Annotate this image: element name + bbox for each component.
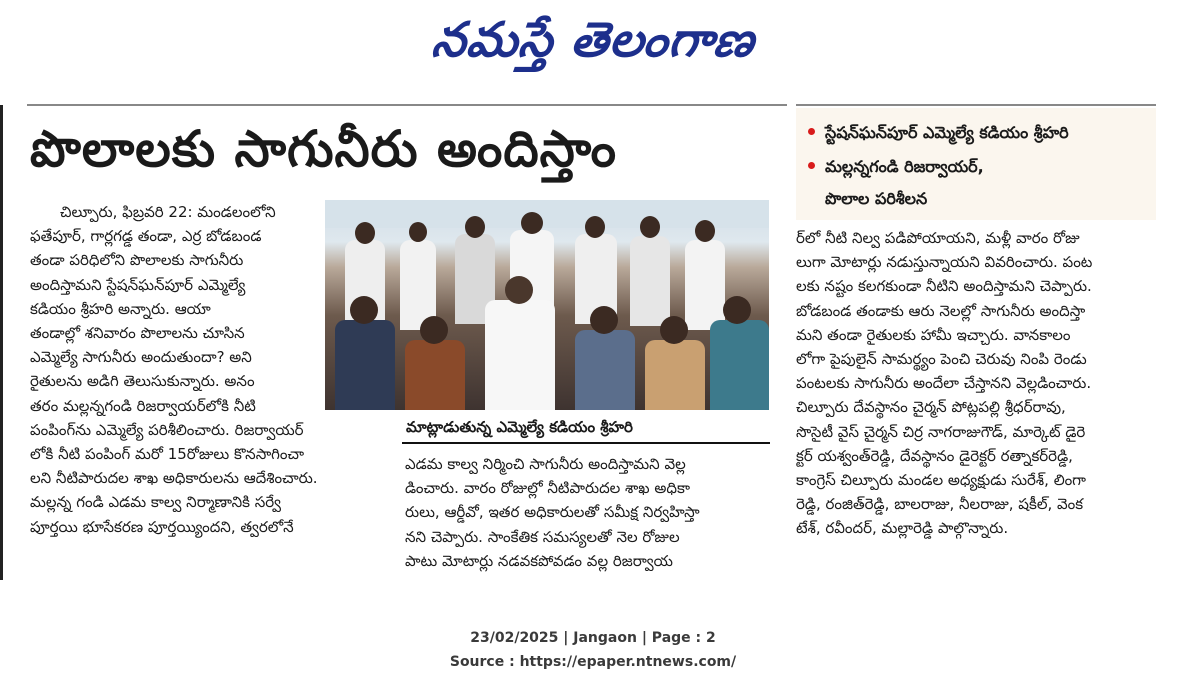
highlights-box — [796, 108, 1156, 220]
headline-top-rule — [27, 104, 787, 106]
text-line: లోకి నీటి పంపింగ్ మరో 15రోజులు కొనసాగించా — [30, 445, 305, 464]
highlight-text: స్టేషన్‌ఘన్‌పూర్ ఎమ్మెల్యే కడియం శ్రీహరి — [825, 123, 1069, 142]
bullet-icon — [808, 162, 815, 169]
text-line: నని చెప్పారు. సాంకేతిక సమస్యలతో నెల రోజుల — [405, 527, 680, 546]
text-line: ఎడమ కాల్వ నిర్మించి సాగునీరు అందిస్తామని వెల్ల — [405, 455, 686, 473]
text-line: పాటు మోటార్లు నడవకపోవడం వల్ల రిజర్వాయ — [405, 551, 673, 570]
text-line: మని తండా రైతులకు హామీ ఇచ్చారు. వానకాలం — [796, 325, 1071, 344]
text-line: తండాల్లో శనివారం పొలాలను చూసిన — [30, 324, 245, 343]
article-headline: పొలాలకు సాగునీరు అందిస్తాం — [30, 120, 617, 178]
text-line: కడియం శ్రీహరి అన్నారు. ఆయా — [30, 299, 211, 318]
text-line: పంపింగ్‌ను ఎమ్మెల్యే పరిశీలించారు. రిజర్వాయర్ — [30, 420, 304, 439]
text-line: లకు నష్టం కలగకుండా నీటిని అందిస్తామని చెప్పారు. — [796, 277, 1092, 296]
text-line: బోడబండ తండాకు ఆరు నెలల్లో సాగునీరు అందిస్తా — [796, 301, 1086, 320]
text-line: లుగా మోటార్లు నడుస్తున్నాయని వివరించారు. పంట — [796, 253, 1093, 272]
text-line: కాంగ్రెస్ చిల్పూరు మండల అధ్యక్షుడు సురేశ్, లింగా — [796, 471, 1086, 490]
footer-date-edition: 23/02/2025 | Jangaon | Page : 2 — [470, 630, 716, 646]
left-border-rule — [0, 105, 3, 580]
highlight-item — [825, 188, 927, 210]
text-line: పూర్తయి భూసేకరణ పూర్తయ్యిందని, త్వరలోనే — [30, 517, 294, 536]
text-line: టేశ్, రవీందర్, మల్లారెడ్డి పాల్గొన్నారు. — [796, 519, 1009, 538]
text-line: ఎమ్మెల్యే సాగునీరు అందుతుందా? అని — [30, 348, 252, 367]
article-column-3 — [796, 226, 1156, 541]
text-line: చిల్పూరు, ఫిబ్రవరి 22: మండలంలోని — [60, 203, 276, 221]
text-line: రైతులను అడిగి తెలుసుకున్నారు. అనం — [30, 372, 255, 391]
text-line: మల్లన్న గండి ఎడమ కాల్వ నిర్మాణానికి సర్వే — [30, 493, 281, 512]
text-line: రులు, ఆర్డీవో, ఇతర అధికారులతో సమీక్ష నిర్వహిస్తా — [405, 503, 700, 522]
text-line: చిల్పూరు దేవస్థానం చైర్మన్ పోట్లపల్లి శ్రీధర్‌రావు, — [796, 398, 1066, 417]
text-line: తరం మల్లన్నగండి రిజర్వాయర్‌లోకి నీటి — [30, 396, 256, 415]
news-photo — [325, 200, 769, 410]
text-line: ఫతేపూర్, గార్లగడ్డ తండా, ఎర్ర బోడబండ — [30, 227, 262, 246]
text-line: పంటలకు సాగునీరు అందేలా చేస్తానని వెల్లడించారు. — [796, 374, 1092, 393]
text-line: లోగా పైపులైన్ సామర్థ్యం పెంచి చెరువు నింపి రెండు — [796, 350, 1087, 369]
footer-source: Source : https://epaper.ntnews.com/ — [449, 654, 737, 670]
bullet-icon — [808, 128, 815, 135]
photo-caption: మాట్లాడుతున్న ఎమ్మెల్యే కడియం శ్రీహరి — [406, 418, 633, 436]
highlight-text: మల్లన్నగండి రిజర్వాయర్, — [825, 157, 984, 176]
text-line: రెడ్డి, రంజిత్‌రెడ్డి, బాలరాజు, నీలరాజు, షకీల్, వెంక — [796, 495, 1084, 514]
caption-rule — [402, 442, 770, 444]
article-column-2 — [405, 452, 773, 573]
text-line: అందిస్తామని స్టేషన్‌ఘన్‌పూర్ ఎమ్మెల్యే — [30, 275, 246, 294]
highlight-item — [808, 122, 1069, 144]
text-line: సొసైటీ వైస్ చైర్మన్ చిర్ర నాగరాజుగౌడ్, మార్కెట్ డైరె — [796, 422, 1086, 441]
text-line: ర్‌లో నీటి నిల్వ పడిపోయాయని, మళ్లీ వారం రోజు — [796, 229, 1080, 247]
text-line: డించారు. వారం రోజుల్లో నీటిపారుదల శాఖ అధికా — [405, 479, 690, 498]
highlights-top-rule — [796, 104, 1156, 106]
text-line: క్టర్ యశ్వంత్‌రెడ్డి, దేవస్థానం డైరెక్టర్ రత్నాకర్‌రెడ్డి, — [796, 446, 1073, 465]
highlight-item — [808, 156, 984, 178]
highlight-text: పొలాల పరిశీలన — [825, 189, 928, 208]
text-line: లని నీటిపారుదల శాఖ అధికారులను ఆదేశించారు. — [30, 469, 318, 488]
text-line: తండా పరిధిలోని పొలాలకు సాగునీరు — [30, 251, 244, 270]
masthead-logo: నమస్తే తెలంగాణ — [429, 12, 758, 68]
